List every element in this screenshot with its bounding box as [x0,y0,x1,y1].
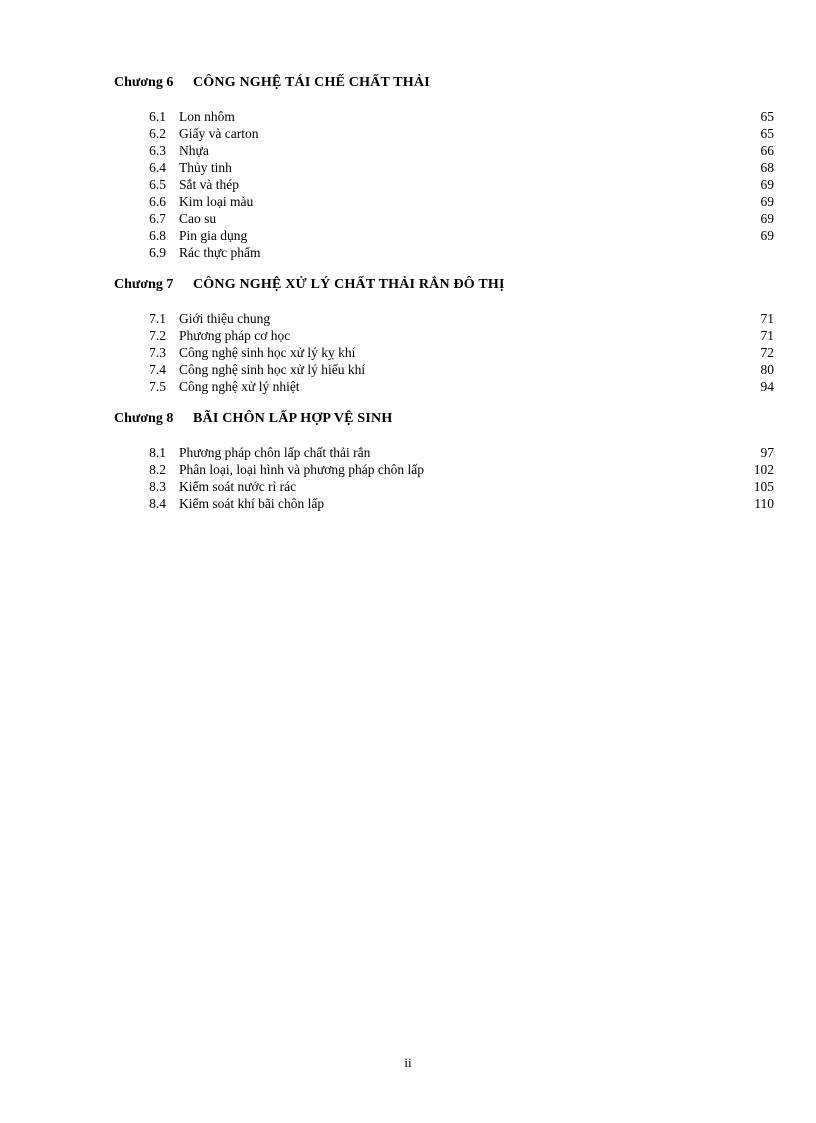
toc-entry [114,176,774,193]
entry-page: 71 [760,311,774,326]
toc-entry [114,210,774,227]
entry-number: 7.1 [149,311,166,326]
toc-entry [114,310,774,327]
entry-page: 110 [754,496,774,511]
toc-entry [114,227,774,244]
chapter-7 [114,277,774,395]
toc-entry [114,361,774,378]
entry-title: Pin gia dụng [179,228,248,243]
chapter-title: CÔNG NGHỆ TÁI CHẾ CHẤT THẢI [193,75,430,90]
page-number: ii [404,1055,412,1070]
entry-title: Sắt và thép [179,177,239,192]
chapter-title: BÃI CHÔN LẤP HỢP VỆ SINH [193,411,393,426]
entry-page: 97 [760,445,774,460]
entry-page: 72 [760,345,774,360]
entry-number: 6.3 [149,143,166,158]
entry-page: 102 [753,462,774,477]
entry-page: 69 [760,194,774,209]
entry-number: 7.4 [149,362,166,377]
entry-number: 8.2 [149,462,166,477]
chapter-label: Chương 6 [114,75,174,90]
toc-entry [114,159,774,176]
toc-entry [114,244,774,261]
entry-number: 6.7 [149,211,166,226]
entry-number: 7.5 [149,379,166,394]
entry-title: Công nghệ sinh học xử lý hiếu khí [179,362,366,377]
entry-title: Kiểm soát khí bãi chôn lấp [179,496,325,511]
entry-number: 8.4 [149,496,166,511]
entry-number: 6.2 [149,126,166,141]
entry-title: Kim loại màu [179,194,254,209]
entry-title: Phân loại, loại hình và phương pháp chôn lấp [179,462,425,477]
entry-number: 6.6 [149,194,166,209]
toc-entry [114,461,774,478]
entry-page: 65 [760,126,774,141]
entry-number: 6.1 [149,109,166,124]
entry-page: 65 [760,109,774,124]
entry-number: 6.4 [149,160,166,175]
entry-number: 8.1 [149,445,166,460]
entry-page: 69 [760,211,774,226]
entry-page: 80 [760,362,774,377]
chapter-heading [114,75,774,95]
toc-entry [114,495,774,512]
chapter-heading [114,411,774,431]
chapter-label: Chương 7 [114,277,174,292]
toc-entry [114,444,774,461]
toc-entry [114,344,774,361]
chapter-heading [114,277,774,297]
toc-entry [114,142,774,159]
entry-page: 105 [753,479,774,494]
entry-page: 69 [760,228,774,243]
entry-title: Giới thiệu chung [179,311,271,326]
chapter-entries [114,108,774,261]
entry-title: Công nghệ xử lý nhiệt [179,379,300,394]
toc-entry [114,478,774,495]
chapter-6 [114,75,774,261]
entry-page: 66 [760,143,774,158]
entry-title: Nhựa [179,143,209,158]
entry-title: Giấy và carton [179,126,259,141]
entry-page: 71 [760,328,774,343]
entry-number: 8.3 [149,479,166,494]
toc-entry [114,378,774,395]
chapter-entries [114,310,774,395]
entry-number: 6.8 [149,228,166,243]
chapter-entries [114,444,774,512]
entry-title: Rác thực phẩm [179,245,261,260]
entry-page: 69 [760,177,774,192]
toc-entry [114,125,774,142]
chapter-8 [114,411,774,512]
entry-number: 7.3 [149,345,166,360]
entry-title: Kiểm soát nước rỉ rác [179,479,297,494]
entry-title: Phương pháp chôn lấp chất thải rắn [179,445,371,460]
entry-number: 6.9 [149,245,166,260]
entry-number: 7.2 [149,328,166,343]
toc-entry [114,193,774,210]
entry-title: Lon nhôm [179,109,235,124]
chapter-label: Chương 8 [114,411,174,426]
entry-page: 68 [760,160,774,175]
entry-title: Công nghệ sinh học xử lý kỵ khí [179,345,356,360]
entry-page: 94 [760,379,774,394]
chapter-title: CÔNG NGHỆ XỬ LÝ CHẤT THẢI RẮN ĐÔ THỊ [193,277,505,292]
entry-number: 6.5 [149,177,166,192]
entry-title: Cao su [179,211,217,226]
entry-title: Phương pháp cơ học [179,328,291,343]
entry-title: Thủy tinh [179,160,232,175]
toc-entry [114,108,774,125]
toc-entry [114,327,774,344]
